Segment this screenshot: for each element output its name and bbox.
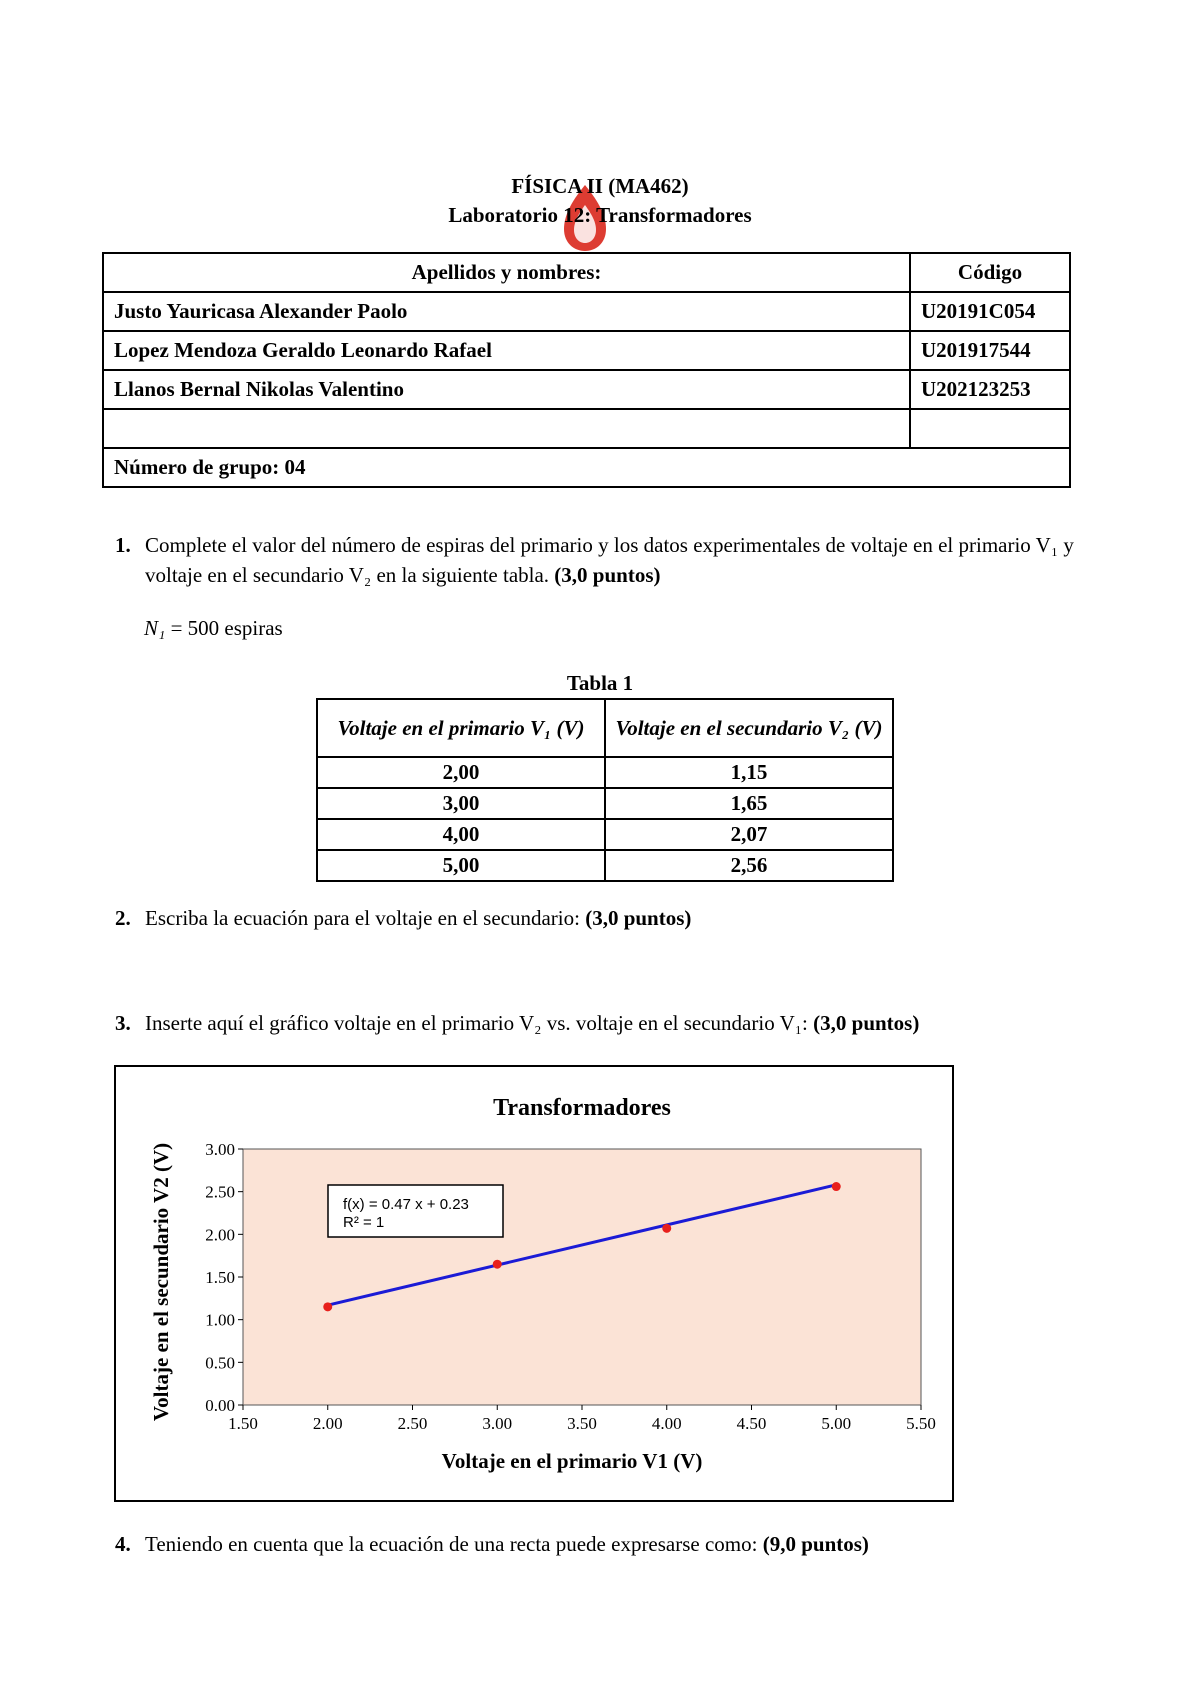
question-2: [115, 903, 691, 933]
member-code: U20191C054: [910, 292, 1070, 331]
question-text: Teniendo en cuenta que la ecuación de una recta puede expresarse como:: [145, 1532, 758, 1556]
secondary-voltage-cell: 1,15: [605, 757, 893, 788]
name-column-header: Apellidos y nombres:: [103, 253, 910, 292]
turns-value: = 500 espiras: [165, 616, 283, 640]
table-caption: Tabla 1: [566, 671, 634, 695]
secondary-voltage-cell: 2,07: [605, 819, 893, 850]
chart-title: Transformadores: [493, 1095, 671, 1121]
secondary-voltage-cell: 2,56: [605, 850, 893, 881]
member-code: [910, 409, 1070, 448]
y-tick-label: 3.00: [205, 1140, 235, 1159]
x-tick-label: 2.00: [312, 1414, 343, 1433]
y-axis-label: Voltaje en el secundario V2 (V): [149, 1142, 173, 1422]
question-number: 3.: [115, 1011, 131, 1035]
question-text: Complete el valor del número de espiras del primario y los datos experimentales de voltaje en el primario V₁ y voltaje en el secundario V₂ en la siguiente tabla.: [145, 533, 1074, 587]
x-axis-label: Voltaje en el primario V1 (V): [441, 1449, 703, 1473]
code-column-header: Código: [910, 253, 1070, 292]
y-tick-label: 2.50: [205, 1182, 235, 1202]
y-tick-label: 2.00: [205, 1225, 235, 1245]
table-row: [103, 292, 1070, 331]
member-name: Justo Yauricasa Alexander Paolo: [103, 292, 910, 331]
course-title: FÍSICA II (MA462): [511, 174, 689, 198]
primary-voltage-cell: 3,00: [317, 788, 605, 819]
trendline-equation: f(x) = 0.47 x + 0.23: [343, 1196, 469, 1213]
trendline-r2: R² = 1: [343, 1214, 385, 1231]
group-number: Número de grupo: 04: [103, 448, 1070, 487]
data-point: [493, 1260, 502, 1269]
question-4: [115, 1529, 869, 1559]
data-point: [662, 1224, 671, 1233]
y-tick-label: 1.50: [205, 1268, 235, 1287]
secondary-voltage-header: Voltaje en el secundario V₂ (V): [605, 699, 893, 757]
chart-canvas: [116, 1067, 952, 1500]
question-points: (3,0 puntos): [585, 906, 692, 930]
table-row: [103, 370, 1070, 409]
question-text: Inserte aquí el gráfico voltaje en el primario V₂ vs. voltaje en el secundario V₁:: [145, 1011, 808, 1035]
x-tick-label: 1.50: [228, 1414, 258, 1433]
data-point: [832, 1182, 841, 1191]
x-tick-label: 4.50: [736, 1414, 767, 1433]
lab-title: Laboratorio 12: Transformadores: [448, 203, 752, 227]
y-tick-label: 0.00: [205, 1396, 235, 1415]
primary-voltage-cell: 4,00: [317, 819, 605, 850]
question-text: Escriba la ecuación para el voltaje en el secundario:: [145, 906, 580, 930]
secondary-voltage-cell: 1,65: [605, 788, 893, 819]
data-point: [323, 1302, 332, 1311]
primary-voltage-cell: 2,00: [317, 757, 605, 788]
member-name: Llanos Bernal Nikolas Valentino: [103, 370, 910, 409]
question-number: 2.: [115, 906, 131, 930]
voltage-table: [316, 698, 894, 882]
table-row: [317, 850, 893, 881]
member-name: [103, 409, 910, 448]
question-points: (3,0 puntos): [554, 563, 661, 587]
member-code: U201917544: [910, 331, 1070, 370]
y-tick-label: 1.00: [205, 1310, 235, 1330]
primary-voltage-header: Voltaje en el primario V₁ (V): [317, 699, 605, 757]
question-points: (3,0 puntos): [813, 1011, 920, 1035]
x-tick-label: 3.00: [482, 1414, 513, 1433]
x-tick-label: 5.00: [821, 1414, 852, 1433]
y-tick-label: 0.50: [205, 1353, 235, 1373]
table-row: [103, 409, 1070, 448]
turns-symbol: N₁: [144, 616, 166, 640]
x-tick-label: 5.50: [906, 1414, 936, 1433]
table-row: [317, 757, 893, 788]
table-row: [317, 788, 893, 819]
question-number: 1.: [115, 533, 131, 557]
turns-primary: [144, 616, 283, 641]
x-tick-label: 3.50: [567, 1414, 597, 1433]
question-points: (9,0 puntos): [762, 1532, 869, 1556]
member-code: U202123253: [910, 370, 1070, 409]
x-tick-label: 2.50: [397, 1414, 428, 1433]
table-row: [103, 331, 1070, 370]
members-table: [102, 252, 1071, 488]
question-3: [115, 1008, 919, 1038]
x-tick-label: 4.00: [651, 1414, 682, 1433]
table-row: [317, 819, 893, 850]
voltage-chart: [114, 1065, 954, 1502]
primary-voltage-cell: 5,00: [317, 850, 605, 881]
question-1: [115, 530, 1105, 590]
member-name: Lopez Mendoza Geraldo Leonardo Rafael: [103, 331, 910, 370]
question-number: 4.: [115, 1532, 131, 1556]
